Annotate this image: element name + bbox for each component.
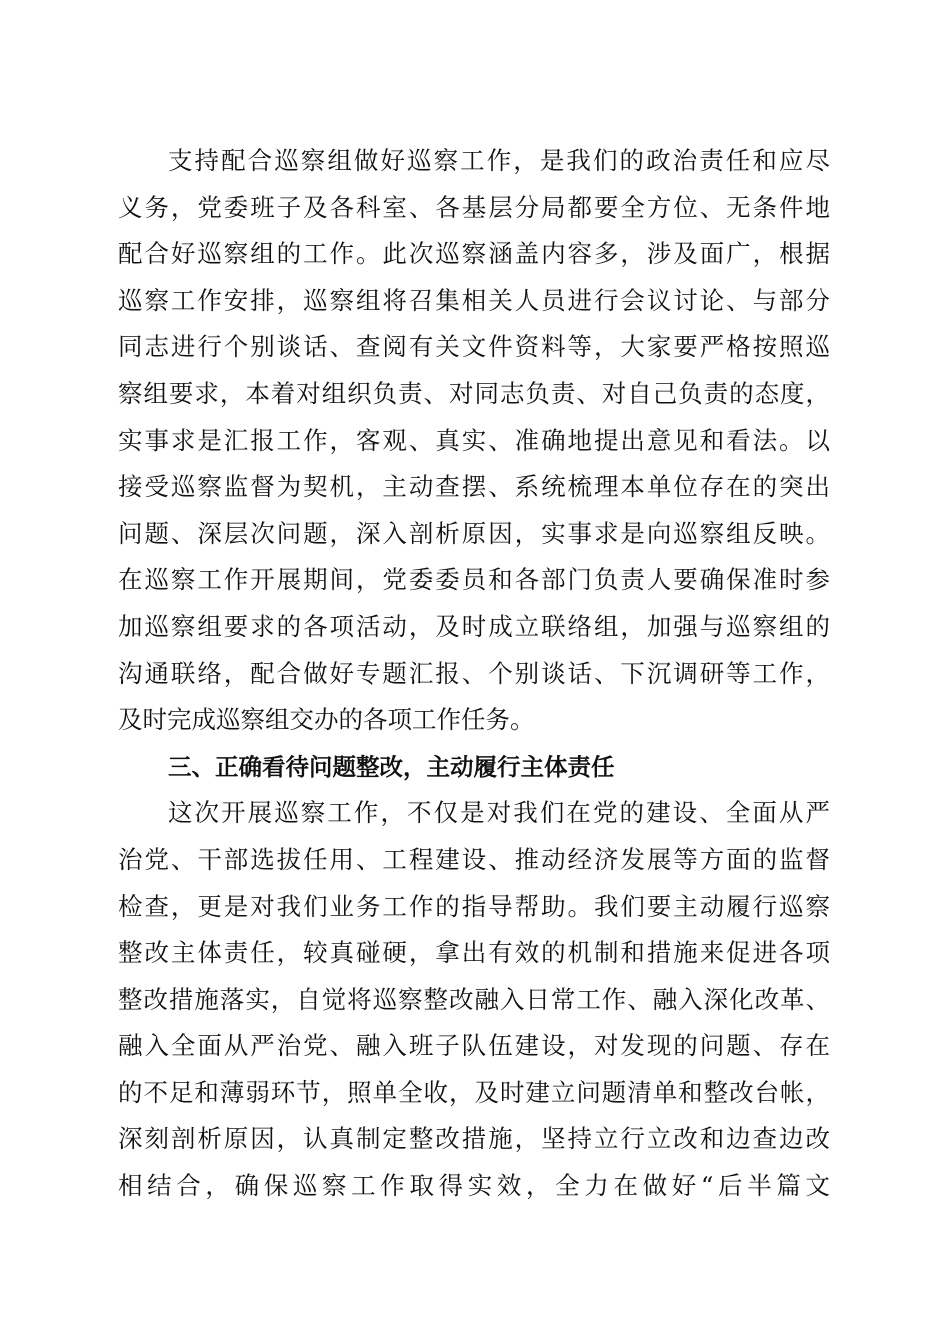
section-heading: 三、正确看待问题整改，主动履行主体责任 <box>168 752 615 781</box>
text-line: 接受巡察监督为契机，主动查摆、系统梳理本单位存在的突出 <box>118 472 830 502</box>
text-line: 检查，更是对我们业务工作的指导帮助。我们要主动履行巡察 <box>118 891 830 921</box>
text-line: 义务，党委班子及各科室、各基层分局都要全方位、无条件地 <box>118 192 830 222</box>
paragraph-support-inspection <box>118 138 830 744</box>
text-line: 治党、干部选拔任用、工程建设、推动经济发展等方面的监督 <box>118 844 830 874</box>
document-body <box>118 138 830 1210</box>
text-line: 这次开展巡察工作，不仅是对我们在党的建设、全面从严 <box>168 798 830 828</box>
text-line: 在巡察工作开展期间，党委委员和各部门负责人要确保准时参 <box>118 565 830 595</box>
text-line: 深刻剖析原因，认真制定整改措施，坚持立行立改和边查边改 <box>118 1124 830 1154</box>
text-line: 的不足和薄弱环节，照单全收，及时建立问题清单和整改台帐， <box>118 1077 830 1107</box>
text-line: 配合好巡察组的工作。此次巡察涵盖内容多，涉及面广，根据 <box>118 239 830 269</box>
text-line: 整改主体责任，较真碰硬，拿出有效的机制和措施来促进各项 <box>118 938 830 968</box>
text-line: 相结合，确保巡察工作取得实效，全力在做好“后半篇文 <box>118 1171 830 1201</box>
text-line: 加巡察组要求的各项活动，及时成立联络组，加强与巡察组的 <box>118 611 830 641</box>
text-line: 同志进行个别谈话、查阅有关文件资料等，大家要严格按照巡 <box>118 332 830 362</box>
text-line: 沟通联络，配合做好专题汇报、个别谈话、下沉调研等工作， <box>118 658 830 688</box>
text-line: 及时完成巡察组交办的各项工作任务。 <box>118 705 535 735</box>
text-line: 支持配合巡察组做好巡察工作，是我们的政治责任和应尽 <box>168 146 830 175</box>
text-line: 融入全面从严治党、融入班子队伍建设，对发现的问题、存在 <box>118 1031 830 1061</box>
text-line: 问题、深层次问题，深入剖析原因，实事求是向巡察组反映。 <box>118 518 830 548</box>
text-line: 察组要求，本着对组织负责、对同志负责、对自己负责的态度， <box>118 378 830 408</box>
text-line: 巡察工作安排，巡察组将召集相关人员进行会议讨论、与部分 <box>118 285 830 315</box>
text-line: 整改措施落实，自觉将巡察整改融入日常工作、融入深化改革、 <box>118 984 830 1014</box>
paragraph-rectification <box>118 790 830 1209</box>
text-line: 实事求是汇报工作，客观、真实、准确地提出意见和看法。以 <box>118 425 830 455</box>
